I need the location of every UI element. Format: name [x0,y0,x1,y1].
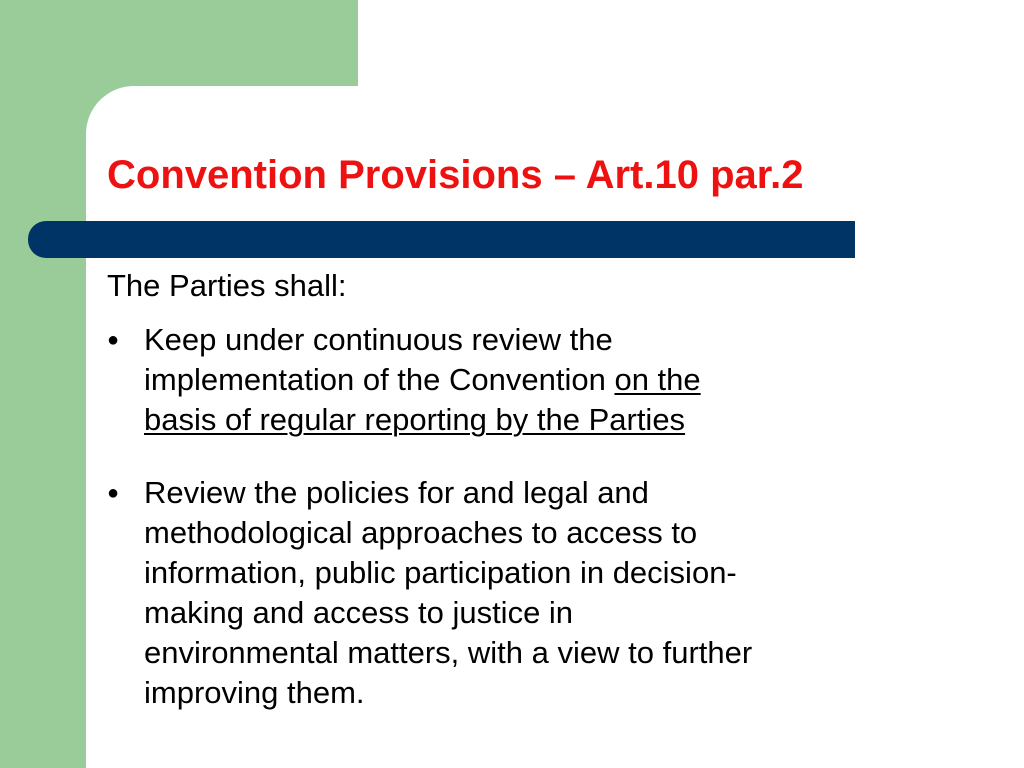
title-underline-bar [28,221,855,258]
bullet-line: Keep under continuous review the [144,322,613,357]
bullet-text: implementation of the Convention [144,362,615,397]
bullet-dot-icon: ● [107,482,120,504]
bullet-line: Review the policies for and legal and [144,475,649,510]
underlined-text: on the [614,362,701,397]
bullet-line: improving them. [144,675,365,710]
bullet-dot-icon: ● [107,329,120,351]
intro-text: The Parties shall: [107,268,347,303]
bullet-item-review-implementation [107,320,937,440]
bullet-line: making and access to justice in [144,595,574,630]
bullet-line: methodological approaches to access to [144,515,698,550]
bullet-line: environmental matters, with a view to further [144,635,753,670]
underlined-text: basis of regular reporting by the Parties [144,402,686,437]
slide-body [107,266,937,713]
bullet-item-review-policies [107,473,937,713]
bullet-line: information, public participation in decision- [144,555,737,590]
bullet-line [144,360,937,400]
slide-title: Convention Provisions – Art.10 par.2 [107,153,804,197]
